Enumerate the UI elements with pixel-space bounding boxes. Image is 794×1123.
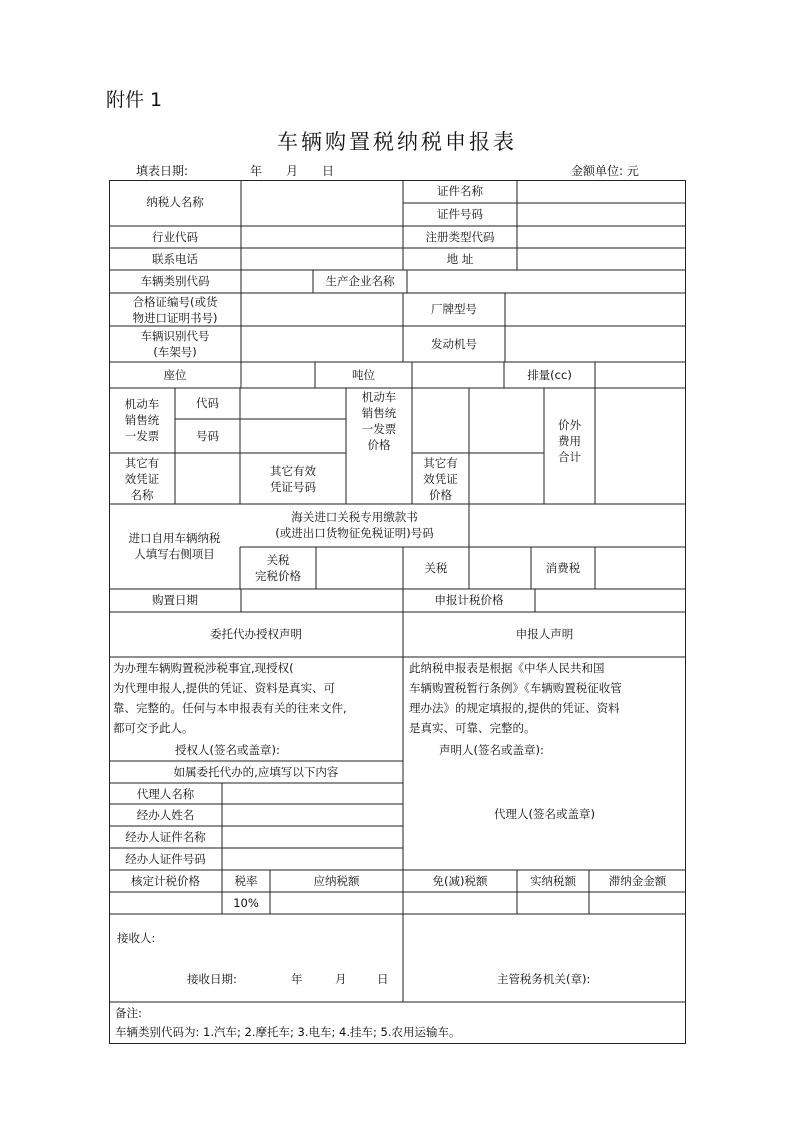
purchase-date-label: 购置日期 xyxy=(152,593,198,607)
tax-rate-label: 税率 xyxy=(234,874,258,888)
seats-label: 座位 xyxy=(163,368,187,382)
fill-date-label: 填表日期: xyxy=(136,164,189,178)
taxpayer-name-label: 纳税人名称 xyxy=(146,195,204,209)
declaration-signature: 声明人(签名或盖章): xyxy=(439,743,544,757)
phone-label: 联系电话 xyxy=(152,252,198,266)
fill-date-month: 月 xyxy=(286,164,299,178)
handler-cert-name-label: 经办人证件名称 xyxy=(125,830,206,844)
invoice-number-label: 号码 xyxy=(196,429,219,443)
displacement-label: 排量(cc) xyxy=(527,368,572,382)
tax-exemption-label: 免(减)税额 xyxy=(432,874,488,888)
engine-no-label: 发动机号 xyxy=(431,337,477,351)
receive-date-year: 年 xyxy=(291,972,303,986)
assessed-price-label: 核定计税价格 xyxy=(131,874,200,888)
document-title: 车辆购置税纳税申报表 xyxy=(277,130,517,154)
customs-dutiable-price-label: 关税 完税价格 xyxy=(255,553,301,583)
attachment-label: 附件 1 xyxy=(106,89,163,111)
agent-signature: 代理人(签名或盖章) xyxy=(494,807,595,821)
other-cert-name-label: 其它有 效凭证 名称 xyxy=(124,456,160,502)
handler-name-label: 经办人姓名 xyxy=(136,808,195,822)
customs-cert-label: 海关进口关税专用缴款书 (或进出口货物征免税证明)号码 xyxy=(275,510,434,540)
fill-date-day: 日 xyxy=(322,164,335,178)
agent-intro: 如属委托代办的,应填写以下内容 xyxy=(173,765,339,779)
brand-model-label: 厂牌型号 xyxy=(431,302,477,316)
manufacturer-label: 生产企业名称 xyxy=(325,274,395,288)
cert-no-label: 证件号码 xyxy=(437,207,483,221)
fill-date-year: 年 xyxy=(250,164,263,178)
tax-paid-label: 实纳税额 xyxy=(530,874,576,888)
address-label: 地 址 xyxy=(446,252,474,266)
amount-unit: 金额单位: 元 xyxy=(571,164,639,178)
invoice-price-label: 机动车 销售统 一发票 价格 xyxy=(361,390,397,452)
tonnage-label: 吨位 xyxy=(352,368,375,382)
import-self-use-label: 进口自用车辆纳税 人填写右侧项目 xyxy=(128,531,221,561)
declaration-text: 此纳税申报表是根据《中华人民共和国 车辆购置税暂行条例》《车辆购置税征收管 理办法》的规定填报的,提供的凭证、资料 是真实、可靠、完整的。 xyxy=(409,661,622,735)
industry-code-label: 行业代码 xyxy=(152,230,198,244)
customs-duty-label: 关税 xyxy=(424,561,448,575)
notes-text: 车辆类别代码为: 1.汽车; 2.摩托车; 3.电车; 4.挂车; 5.农用运输车。 xyxy=(115,1025,461,1039)
reg-type-code-label: 注册类型代码 xyxy=(425,230,495,244)
other-cert-price-label: 其它有 效凭证 价格 xyxy=(423,456,458,502)
agent-name-label: 代理人名称 xyxy=(136,787,195,801)
certificate-no-label: 合格证编号(或货 物进口证明书号) xyxy=(132,295,218,325)
tax-payable-label: 应纳税额 xyxy=(313,874,360,888)
authorization-heading: 委托代办授权声明 xyxy=(210,627,302,641)
receive-date-day: 日 xyxy=(377,972,389,986)
notes-label: 备注: xyxy=(115,1006,142,1020)
receive-date-month: 月 xyxy=(335,972,347,986)
consumption-tax-label: 消费税 xyxy=(545,561,581,575)
extra-fee-label: 价外 费用 合计 xyxy=(558,418,581,464)
authorization-signature: 授权人(签名或盖章): xyxy=(175,743,280,757)
invoice-code-label: 代码 xyxy=(196,396,219,410)
receive-date-label: 接收日期: xyxy=(187,972,237,986)
authorization-text: 为办理车辆购置税涉税事宜,现授权( 为代理申报人,提供的凭证、资料是真实、可 靠、完整的。任何与本申报表有关的往来文件, 都可交予此人。 xyxy=(113,661,347,735)
tax-authority-seal: 主管税务机关(章): xyxy=(497,972,591,986)
cert-name-label: 证件名称 xyxy=(437,184,483,198)
declared-price-label: 申报计税价格 xyxy=(434,593,504,607)
vehicle-type-code-label: 车辆类别代码 xyxy=(140,274,210,288)
invoice-group-label: 机动车 销售统 一发票 xyxy=(124,397,160,443)
declaration-form xyxy=(109,180,686,1044)
late-fee-label: 滞纳金金额 xyxy=(608,874,667,888)
receiver-label: 接收人: xyxy=(117,931,156,945)
declaration-heading: 申报人声明 xyxy=(515,627,574,641)
other-cert-no-label: 其它有效 凭证号码 xyxy=(270,464,316,494)
vin-label: 车辆识别代号 (车架号) xyxy=(140,329,210,359)
tax-rate-value: 10% xyxy=(233,896,259,910)
handler-cert-no-label: 经办人证件号码 xyxy=(125,852,206,866)
